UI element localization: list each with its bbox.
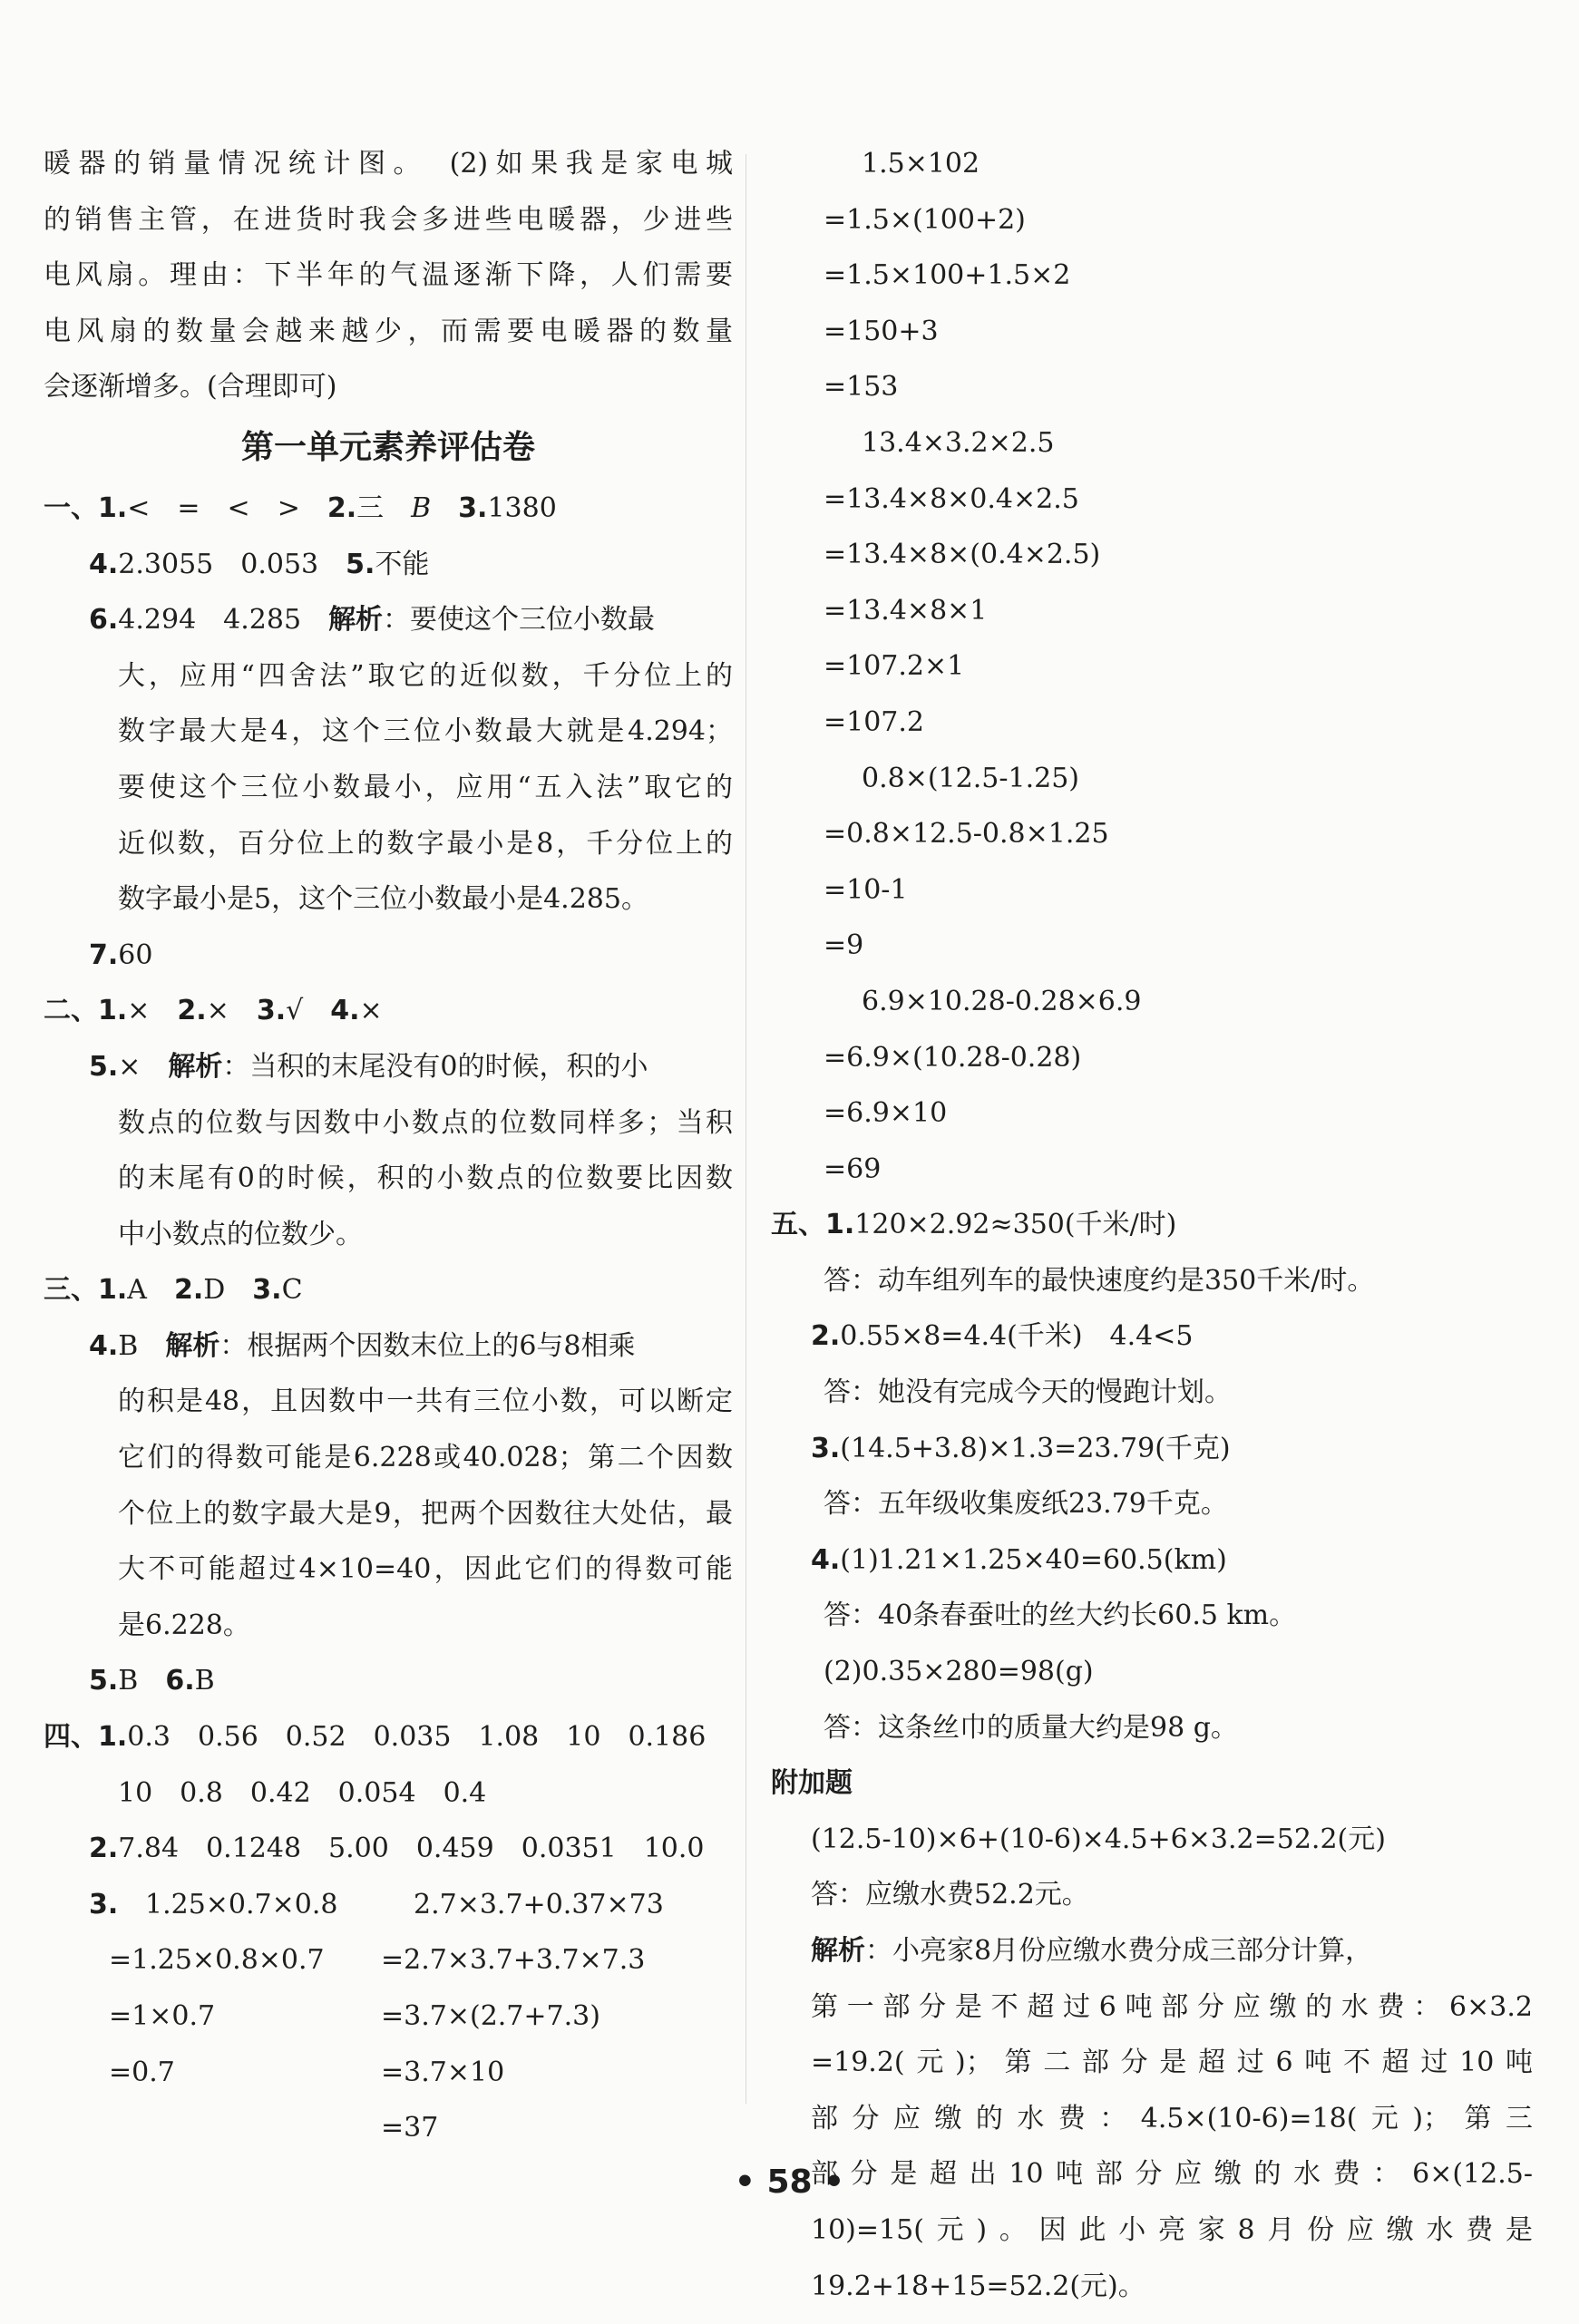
s4-calc-row [44,1989,733,2045]
calc-step: =0.8×12.5-0.8×1.25 [824,818,1109,851]
item-number: 2. [327,491,357,524]
item-number: 1. [98,995,128,1027]
analysis-line: 中小数点的位数少。 [118,1218,363,1250]
calc-step: =69 [824,1152,882,1185]
analysis-text: ：小亮家8月份应缴水费分成三部分计算， [865,1935,1373,1967]
s3-line2 [44,1318,733,1375]
s4-line1b: 10 0.8 0.42 0.054 0.4 [118,1776,487,1809]
analysis-line: 数字最小是5，这个三位小数最小是4.285。 [118,883,648,916]
extra-equation: (12.5-10)×6+(10-6)×4.5+6×3.2=52.2(元) [811,1823,1386,1855]
intro-line: 的销售主管，在进货时我会多进些电暖器，少进些 [44,203,733,236]
section-number: 二、 [44,995,98,1027]
item-number: 1. [98,1721,128,1754]
analysis-tag: 解析 [811,1935,865,1967]
s4-line2 [44,1821,733,1877]
calc-step: 1.25×0.7×0.8 [145,1888,338,1920]
left-column [44,136,733,2156]
analysis-line: 10)=15(元)。因此小亮家8月份应缴水费是 [811,2213,1533,2246]
answer-sentence: 答：五年级收集废纸23.79千克。 [824,1488,1228,1521]
calc-step: =13.4×8×0.4×2.5 [824,482,1079,515]
answer-sentence: 答：动车组列车的最快速度约是350千米/时。 [824,1264,1375,1297]
calc-step: =0.7 [109,2056,175,2088]
answer: 120×2.92≈350(千米/时) [854,1209,1177,1241]
answer: 1380 [487,491,557,524]
answer: B [118,1665,139,1697]
item-number: 2. [173,1274,204,1307]
section-number: 三、 [44,1274,98,1307]
answer: 0.55×8=4.4(千米) 4.4<5 [840,1320,1194,1353]
s3-line1 [44,1262,733,1318]
page-number: • 58 • [734,2164,845,2201]
section-number: 五、 [771,1209,825,1241]
analysis-line: 第一部分是不超过6吨部分应缴的水费：6×3.2 [811,1990,1533,2023]
calc-step: =1.5×(100+2) [824,203,1026,236]
intro-line: 电风扇的数量会越来越少，而需要电暖器的数量 [44,315,733,347]
analysis-line: 的末尾有0的时候，积的小数点的位数要比因数 [118,1162,733,1195]
answer: 三 [356,491,412,524]
answer: √ [286,995,304,1027]
s5-line3 [771,1421,1533,1477]
calc-step: =3.7×10 [381,2056,505,2088]
calc-step: 0.8×(12.5-1.25) [862,762,1079,794]
calc-step: =1.25×0.8×0.7 [109,1944,325,1977]
calc-step: =107.2×1 [824,650,965,683]
calc-step: =6.9×(10.28-0.28) [824,1041,1082,1074]
calc-step: 2.7×3.7+0.37×73 [414,1888,664,1920]
item-number: 6. [89,604,119,637]
item-number: 4. [89,1329,119,1362]
section-number: 一、 [44,491,98,524]
analysis-line: 数点的位数与因数中小数点的位数同样多；当积 [118,1106,733,1139]
extra-title: 附加题 [771,1767,853,1800]
answer: 60 [118,938,153,971]
answer: C [281,1274,303,1307]
calc-step: =1×0.7 [109,2000,216,2032]
s2-line1 [44,983,733,1039]
analysis-tag: 解析 [328,604,384,637]
item-number: 3. [252,1274,282,1307]
answer: (2)0.35×280=98(g) [824,1656,1094,1688]
item-number: 3. [256,995,287,1027]
analysis-line: 要使这个三位小数最小，应用“五入法”取它的 [118,771,733,803]
s1-line1 [44,481,733,537]
answer: (14.5+3.8)×1.3=23.79(千克) [840,1432,1231,1464]
item-number: 5. [89,1050,119,1083]
calc-step: 6.9×10.28-0.28×6.9 [862,985,1142,1017]
calc-step: =9 [824,929,864,962]
item-number: 3. [458,491,488,524]
s5-line1 [771,1197,1533,1253]
answer-sentence: 答：40条春蚕吐的丝大约长60.5 km。 [824,1600,1297,1632]
answer: < = < > [127,491,300,524]
answer: 0.3 0.56 0.52 0.035 1.08 10 0.186 [127,1721,707,1754]
answer: 2.3055 0.053 [118,548,319,580]
calc-step: =107.2 [824,705,925,738]
intro-line: 会逐渐增多。(合理即可) [44,371,337,404]
answer: 7.84 0.1248 5.00 0.459 0.0351 10.0 [118,1833,705,1865]
analysis-line: =19.2(元)；第二部分是超过6吨不超过10吨 [811,2047,1533,2079]
answer: B [411,491,432,524]
item-number: 5. [346,548,375,580]
item-number: 2. [811,1320,841,1353]
extra-analysis-first [771,1923,1533,1979]
analysis-line: 它们的得数可能是6.228或40.028；第二个因数 [118,1442,733,1474]
analysis-text: ：根据两个因数末位上的6与8相乘 [219,1329,636,1362]
s4-calc-row [44,2045,733,2101]
analysis-line: 部分是超出10吨部分应缴的水费：6×(12.5- [811,2158,1533,2191]
s5-line2 [771,1308,1533,1365]
answer: 不能 [375,548,430,580]
s4-calc-row [44,1877,733,1933]
s2-line2 [44,1039,733,1095]
right-column [771,136,1533,2314]
s1-line3 [44,592,733,648]
answer-sentence: 答：她没有完成今天的慢跑计划。 [824,1376,1232,1409]
calc-step: =150+3 [824,315,939,347]
answer: 4.294 4.285 [118,604,302,637]
section-title: 第一单元素养评估卷 [240,428,535,466]
answer-sentence: 答：这条丝巾的质量大约是98 g。 [824,1711,1238,1744]
calc-step: 1.5×102 [862,148,980,180]
item-number: 3. [89,1888,119,1920]
answer: × [127,995,151,1027]
s4-line1 [44,1709,733,1765]
s3-line5 [44,1653,733,1709]
analysis-tag: 解析 [168,1050,223,1083]
item-number: 5. [89,1665,119,1697]
s4-calc-row [44,1932,733,1989]
analysis-line: 近似数，百分位上的数字最小是8，千分位上的 [118,827,733,860]
intro-line: 电风扇。理由：下半年的气温逐渐下降，人们需要 [44,259,733,292]
item-number: 3. [811,1432,841,1464]
item-number: 1. [825,1209,855,1241]
analysis-line: 19.2+18+15=52.2(元)。 [811,2270,1145,2302]
analysis-line: 数字最大是4，这个三位小数最大就是4.294； [118,715,733,748]
analysis-line: 部分应缴的水费：4.5×(10-6)=18(元)；第三 [811,2102,1533,2134]
calc-step: =3.7×(2.7+7.3) [381,2000,600,2032]
answer: (1)1.21×1.25×40=60.5(km) [840,1543,1227,1576]
analysis-line: 的积是48，且因数中一共有三位小数，可以断定 [118,1386,733,1418]
item-number: 2. [177,995,207,1027]
item-number: 2. [89,1833,119,1865]
calc-step: =1.5×100+1.5×2 [824,259,1071,292]
calc-step: =6.9×10 [824,1097,948,1130]
calc-step: =13.4×8×(0.4×2.5) [824,539,1101,571]
section-number: 四、 [44,1721,98,1754]
intro-line: 暖器的销量情况统计图。 (2)如果我是家电城 [44,148,733,180]
item-number: 6. [165,1665,195,1697]
item-number: 7. [89,938,119,971]
answer: A [127,1274,147,1307]
item-number: 4. [811,1543,841,1576]
answer: × [118,1050,141,1083]
analysis-line: 大，应用“四舍法”取它的近似数，千分位上的 [118,659,733,692]
analysis-text: ：要使这个三位小数最 [383,604,656,637]
calc-step: 13.4×3.2×2.5 [862,426,1055,459]
calc-step: =2.7×3.7+3.7×7.3 [381,1944,646,1977]
calc-step: =13.4×8×1 [824,594,988,627]
calc-step: =10-1 [824,873,908,906]
analysis-tag: 解析 [165,1329,220,1362]
analysis-line: 是6.228。 [118,1609,250,1641]
analysis-line: 个位上的数字最大是9，把两个因数往大处估，最 [118,1497,733,1530]
answer: × [359,995,383,1027]
calc-step: =153 [824,371,899,404]
item-number: 4. [330,995,360,1027]
calc-step: =37 [381,2112,439,2144]
analysis-text: ：当积的末尾没有0的时候，积的小 [222,1050,648,1083]
s4-calc-row [44,2100,733,2156]
answer: B [194,1665,215,1697]
answer: D [203,1274,226,1307]
item-number: 1. [98,1274,128,1307]
s1-line2 [44,537,733,593]
answer-sentence: 答：应缴水费52.2元。 [811,1879,1089,1911]
item-number: 1. [98,491,128,524]
analysis-line: 大不可能超过4×10=40，因此它们的得数可能 [118,1553,733,1586]
s1-line7 [44,928,733,984]
s5-line4 [771,1532,1533,1589]
item-number: 4. [89,548,119,580]
answer: B [118,1329,139,1362]
answer: × [206,995,229,1027]
